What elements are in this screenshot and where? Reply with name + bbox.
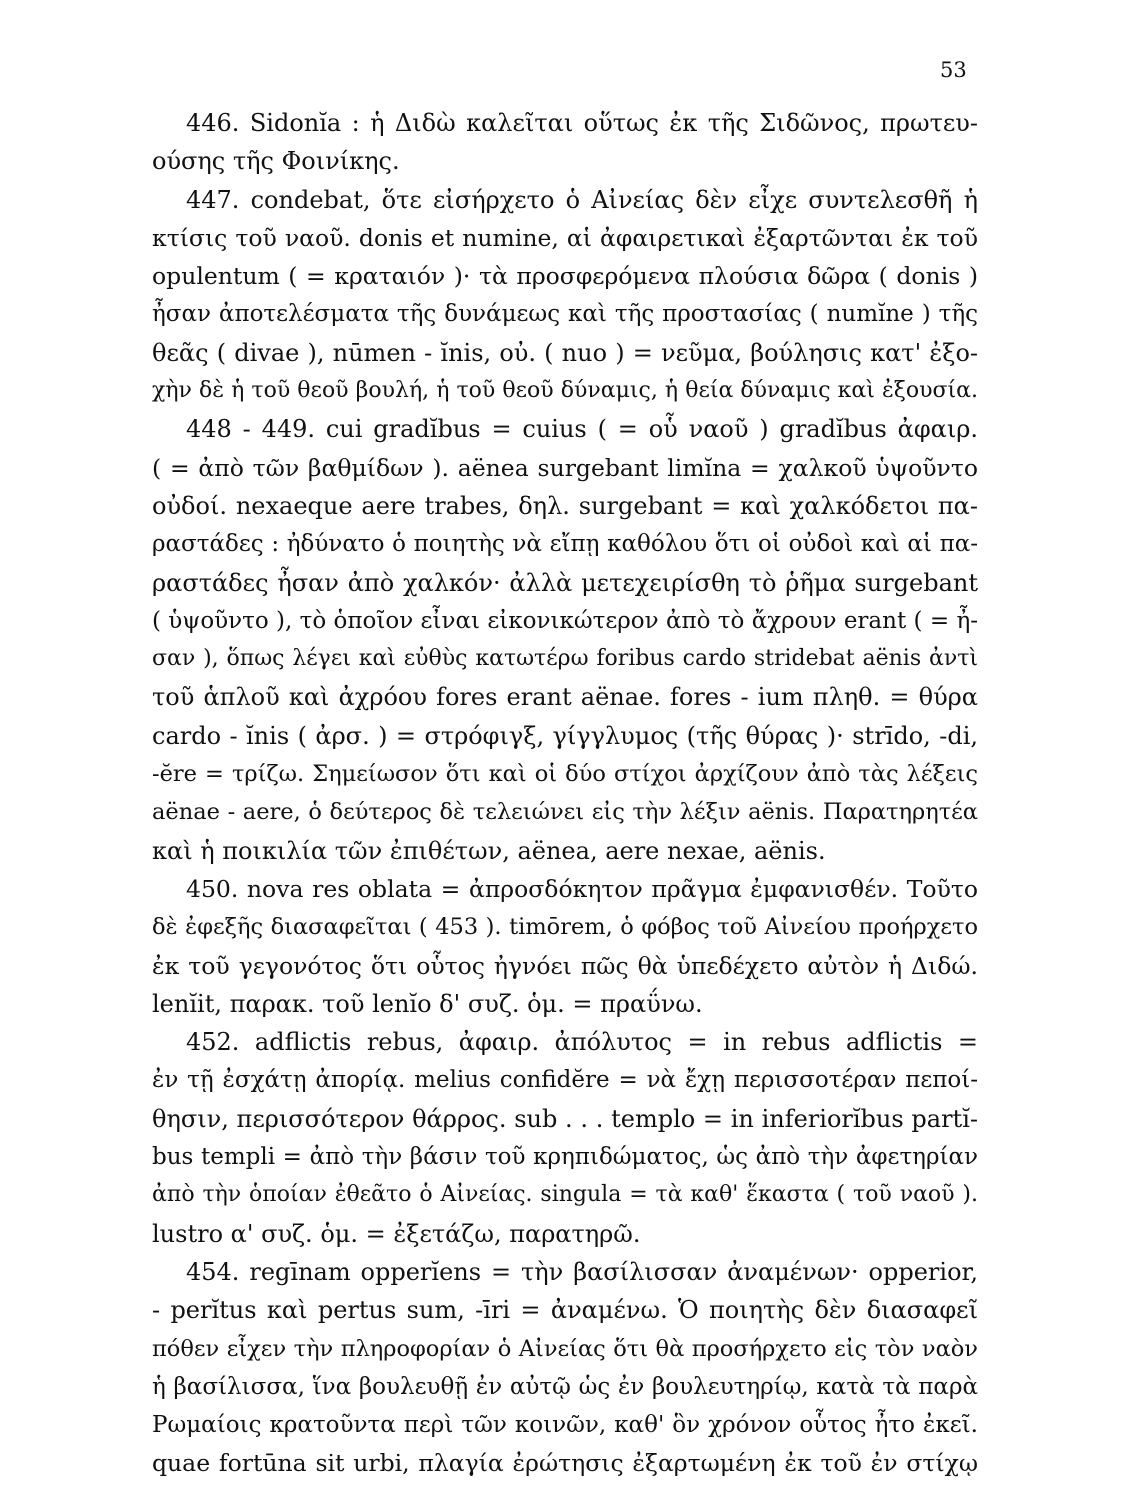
text-line: χὴν δὲ ἡ τοῦ θεοῦ βουλή, ἡ τοῦ θεοῦ δύναμις, ἡ θεία δύναμις καὶ ἐξουσία. [152,378,978,404]
page-number: 53 [940,58,967,82]
paragraph-first-line: 447. condebat, ὅτε εἰσήρχετο ὁ Αἰνείας δὲν εἶχε συντελεσθῆ ἡ [186,185,978,214]
text-line: ( = ἀπὸ τῶν βαθμίδων ). aënea surgebant limĭna = χαλκοῦ ὑψοῦντο [152,453,978,482]
paragraph-first-line: 448 - 449. cui gradĭbus = cuius ( = οὗ ναοῦ ) gradĭbus ἀφαιρ. [186,415,978,444]
paragraph-first-line: 452. adflictis rebus, ἀφαιρ. ἀπόλυτος = in rebus adflictis = [186,1028,978,1057]
text-line: οὐδοί. nexaeque aere trabes, δηλ. surgebant = καὶ χαλκόδετοι πα- [152,491,978,520]
text-line: ἦσαν ἀποτελέσματα τῆς δυνάμεως καὶ τῆς προστασίας ( numĭne ) τῆς [152,301,978,328]
text-line: ἐν τῇ ἐσχάτῃ ἀπορίᾳ. melius confidĕre = νὰ ἔχῃ περισσοτέραν πεποί- [152,1067,978,1094]
text-line: θησιν, περισσότερον θάρρος. sub . . . templo = in inferiorĭbus partĭ- [152,1104,978,1133]
text-line: bus templi = ἀπὸ τὴν βάσιν τοῦ κρηπιδώματος, ὡς ἀπὸ τὴν ἀφετηρίαν [152,1144,978,1171]
commentary-text [152,104,978,1483]
text-line: ( ὑψοῦντο ), τὸ ὁποῖον εἶναι εἰκονικώτερον ἀπὸ τὸ ἄχρουν erant ( = ἦ- [152,607,978,634]
paragraph-first-line: 446. Sidonĭa : ἡ Διδὼ καλεῖται οὕτως ἐκ τῆς Σιδῶνος, πρωτευ- [186,109,978,137]
text-line: Ρωμαίοις κρατοῦντα περὶ τῶν κοινῶν, καθ' ὃν χρόνον οὗτος ἦτο ἐκεῖ. [152,1412,978,1439]
text-line: ἐκ τοῦ γεγονότος ὅτι οὗτος ἠγνόει πῶς θὰ ὑπεδέχετο αὐτὸν ἡ Διδώ. [152,951,978,980]
text-line: δὲ ἐφεξῆς διασαφεῖται ( 453 ). timōrem, ὁ φόβος τοῦ Αἰνείου προήρχετο [152,914,978,941]
text-line: opulentum ( = κραταιόν )· τὰ προσφερόμενα πλούσια δῶρα ( donis ) [152,262,978,291]
text-line: ραστάδες ἦσαν ἀπὸ χαλκόν· ἀλλὰ μετεχειρίσθη τὸ ῥῆμα surgebant [152,568,978,597]
text-line: σαν ), ὅπως λέγει καὶ εὐθὺς κατωτέρω foribus cardo stridebat aënis ἀντὶ [152,646,978,672]
text-line: lustro α' συζ. ὁμ. = ἐξετάζω, παρατηρῶ. [152,1219,641,1248]
text-line: cardo - ĭnis ( ἀρσ. ) = στρόφιγξ, γίγγλυμος (τῆς θύρας )· strīdo, -di, [152,721,978,750]
text-line: θεᾶς ( divae ), nūmen - ĭnis, οὐ. ( nuo ) = νεῦμα, βούλησις κατ' ἐξο- [152,338,978,367]
paragraph-first-line: 454. regīnam opperĭens = τὴν βασίλισσαν ἀναμένων· opperior, [186,1257,978,1286]
text-line: -ĕre = τρίζω. Σημείωσον ὅτι καὶ οἱ δύο στίχοι ἀρχίζουν ἀπὸ τὰς λέξεις [152,761,978,788]
text-line: ἀπὸ τὴν ὁποίαν ἐθεᾶτο ὁ Αἰνείας. singula = τὰ καθ' ἕκαστα ( τοῦ ναοῦ ). [152,1182,978,1208]
text-line: quae fortūna sit urbi, πλαγία ἐρώτησις ἐξαρτωμένη ἐκ τοῦ ἐν στίχῳ [152,1449,978,1478]
text-line: ραστάδες : ἠδύνατο ὁ ποιητὴς νὰ εἴπῃ καθόλου ὅτι οἱ οὐδοὶ καὶ αἱ πα- [152,531,978,558]
text-line: aënae - aere, ὁ δεύτερος δὲ τελειώνει εἰς τὴν λέξιν aënis. Παρατηρητέα [152,799,978,826]
text-line: καὶ ἡ ποικιλία τῶν ἐπιθέτων, aënea, aere nexae, aënis. [152,836,826,865]
text-line: lenĭit, παρακ. τοῦ lenĭo δ' συζ. ὁμ. = πραΰνω. [152,989,703,1018]
text-line: πόθεν εἶχεν τὴν πληροφορίαν ὁ Αἰνείας ὅτι θὰ προσήρχετο εἰς τὸν ναὸν [152,1335,978,1362]
text-line: ούσης τῆς Φοινίκης. [152,147,400,176]
paragraph-first-line: 450. nova res oblata = ἀπροσδόκητον πρᾶγμα ἐμφανισθέν. Τοῦτο [186,874,978,903]
text-line: - perĭtus καὶ pertus sum, -īri = ἀναμένω. Ὁ ποιητὴς δὲν διασαφεῖ [152,1296,978,1325]
text-line: τοῦ ἁπλοῦ καὶ ἀχρόου fores erant aënae. fores - ium πληθ. = θύρα [152,683,978,712]
text-line: κτίσις τοῦ ναοῦ. donis et numine, αἱ ἀφαιρετικαὶ ἐξαρτῶνται ἐκ τοῦ [152,223,978,252]
text-line: ἡ βασίλισσα, ἵνα βουλευθῇ ἐν αὐτῷ ὡς ἐν βουλευτηρίῳ, κατὰ τὰ παρὰ [152,1373,978,1400]
